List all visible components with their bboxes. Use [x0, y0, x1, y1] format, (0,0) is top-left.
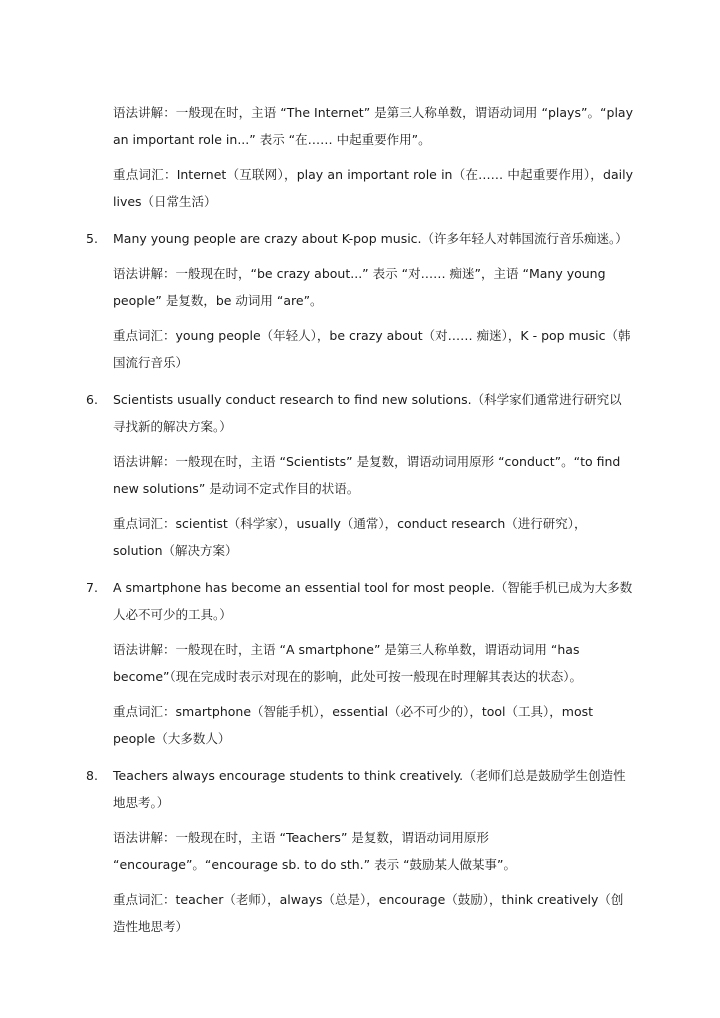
item-vocab: 重点词汇：young people（年轻人），be crazy about（对…… 痴迷），K - pop music（韩国流行音乐）	[113, 328, 631, 370]
item-vocab: 重点词汇：smartphone（智能手机），essential（必不可少的），tool（工具），most people（大多数人）	[113, 704, 593, 746]
item-vocab: 重点词汇：teacher（老师），always（总是），encourage（鼓励），think creatively（创造性地思考）	[113, 892, 624, 934]
item-sentence: A smartphone has become an essential tool for most people.（智能手机已成为大多数人必不可少的工具。）	[113, 580, 633, 622]
item-sentence: Teachers always encourage students to think creatively.（老师们总是鼓励学生创造性地思考。）	[113, 768, 626, 810]
item-number: 5.	[86, 231, 98, 246]
item-number: 8.	[86, 768, 98, 783]
intro-grammar: 语法讲解：一般现在时，主语 “The Internet” 是第三人称单数，谓语动词用 “plays”。“play an important role in...” 表示 “在…… 中起重要作用”。	[113, 105, 633, 147]
item-grammar: 语法讲解：一般现在时，主语 “Scientists” 是复数，谓语动词用原形 “conduct”。“to find new solutions” 是动词不定式作目的状语。	[113, 454, 621, 496]
item-grammar: 语法讲解：一般现在时，主语 “Teachers” 是复数，谓语动词用原形 “encourage”。“encourage sb. to do sth.” 表示 “鼓励某人做某事”。	[113, 830, 517, 872]
item-number: 7.	[86, 580, 98, 595]
item-sentence: Many young people are crazy about K-pop music.（许多年轻人对韩国流行音乐痴迷。）	[113, 231, 628, 246]
intro-vocab: 重点词汇：Internet（互联网），play an important role in（在…… 中起重要作用），daily lives（日常生活）	[113, 167, 633, 209]
list-item	[86, 386, 633, 564]
list-item	[86, 762, 633, 940]
list-item	[86, 574, 633, 752]
item-number: 6.	[86, 392, 98, 407]
item-grammar: 语法讲解：一般现在时，“be crazy about...” 表示 “对…… 痴迷”，主语 “Many young people” 是复数，be 动词用 “are”。	[113, 266, 606, 308]
item-vocab: 重点词汇：scientist（科学家），usually（通常），conduct research（进行研究），solution（解决方案）	[113, 516, 587, 558]
item-sentence: Scientists usually conduct research to find new solutions.（科学家们通常进行研究以寻找新的解决方案。）	[113, 392, 622, 434]
item-grammar: 语法讲解：一般现在时，主语 “A smartphone” 是第三人称单数，谓语动词用 “has become”（现在完成时表示对现在的影响，此处可按一般现在时理解其表达的状态）。	[113, 642, 582, 684]
list-item	[86, 225, 633, 376]
